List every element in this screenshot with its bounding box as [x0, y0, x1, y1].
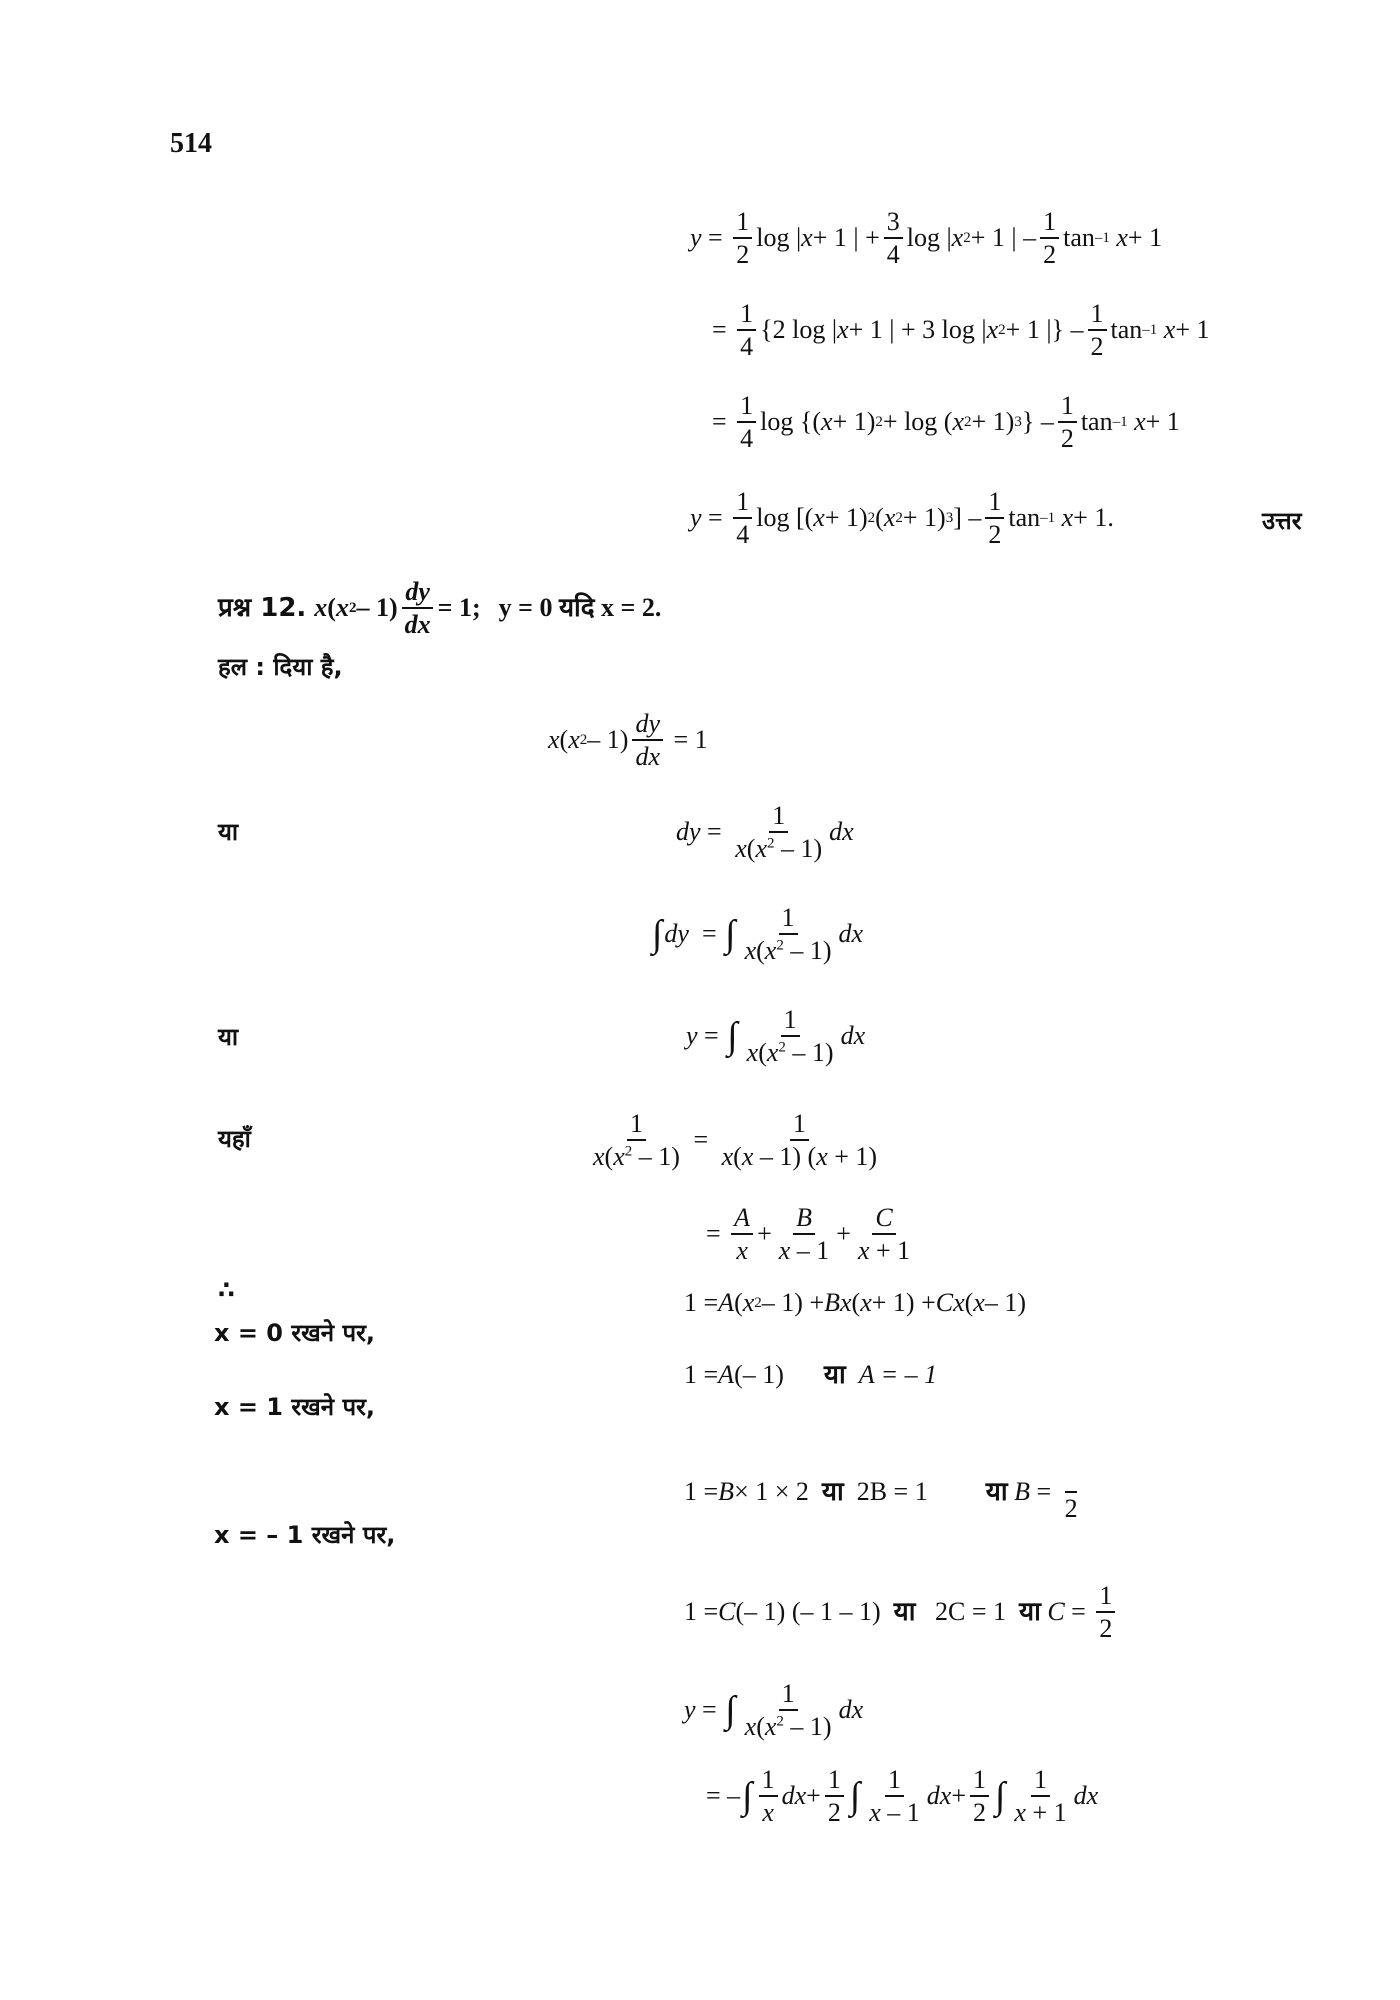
label-ya-1: या	[218, 818, 239, 846]
C-mid: 2C = 1	[934, 1597, 1006, 1627]
A-result: A = – 1	[858, 1360, 938, 1389]
inline-ya-2: या	[821, 1477, 844, 1508]
B-mid: 2B = 1	[856, 1477, 928, 1507]
equation-line-3: = $\frac{1}{4}$ log {( x + 1) 2 + log ( x 2 + 1) 3 } – $\frac{1}{2}$ tan –1 x + 1	[712, 391, 1180, 454]
question-condition: y = 0 यदि x = 2.	[498, 593, 662, 623]
label-ya-2: या	[218, 1023, 239, 1051]
dy-equation: dy = $\frac{1}{x(x^2 - 1)}$ dx	[676, 801, 854, 864]
y-integral-restated: y = ∫ $\frac{1}{x(x^2 - 1)}$ dx	[684, 1679, 864, 1742]
y-integral-equation: y = ∫ $\frac{1}{x(x^2 - 1)}$ dx	[686, 1005, 866, 1068]
question-12: प्रश्न 12. x ( x 2 – 1) $\frac{dy}{dx}$ = 1; y = 0 यदि x = 2.	[218, 577, 662, 640]
label-put-x1: x = 1 रखने पर,	[214, 1393, 376, 1421]
solve-C-equation: 1 = C (– 1) (– 1 – 1) या 2C = 1 या C = $\frac{1}{2}$	[684, 1582, 1119, 1643]
answer-label: उत्तर	[1262, 507, 1302, 535]
integral-dy-equation: ∫ dy = ∫ $\frac{1}{x(x^2 - 1)}$ dx	[652, 903, 864, 966]
label-put-xm1: x = – 1 रखने पर,	[214, 1521, 396, 1549]
therefore-symbol: ∴	[218, 1276, 235, 1304]
label-put-x0: x = 0 रखने पर,	[214, 1319, 376, 1347]
solve-A-equation: 1 = A (– 1) या A = – 1	[684, 1360, 938, 1390]
page-number: 514	[170, 128, 212, 159]
inline-ya-1: या	[823, 1360, 846, 1390]
solution-label: हल : दिया है,	[218, 653, 343, 681]
question-label: प्रश्न 12.	[218, 593, 307, 624]
given-equation: x ( x 2 – 1) $\frac{dy}{dx}$ = 1	[548, 709, 708, 772]
solve-B-equation: 1 = B × 1 × 2 या 2B = 1 या B = 2	[684, 1462, 1085, 1523]
label-yahan: यहाँ	[218, 1125, 251, 1153]
partial-fraction-equation: $\frac{1}{x(x^2 - 1)}$ = $\frac{1}{x(x - 1) (x + 1)}$	[593, 1109, 878, 1172]
y-integral-split: = – ∫ $\frac{1}{x}$ dx + $\frac{1}{2}$ ∫ $\frac{1}{x - 1}$ dx + $\frac{1}{2}$ ∫ $\frac{1}{x + 1}$ dx	[706, 1765, 1099, 1828]
equation-line-4: y = $\frac{1}{4}$ log [( x + 1) 2 ( x 2 + 1) 3 ] – $\frac{1}{2}$ tan –1 x + 1.	[690, 487, 1114, 550]
equation-line-2: = $\frac{1}{4}$ {2 log | x + 1 | + 3 log | x 2 + 1 |} – $\frac{1}{2}$ tan –1 x + 1	[712, 299, 1210, 362]
equation-line-1: y = $\frac{1}{2}$ log | x + 1 | + $\frac{3}{4}$ log | x 2 + 1 | – $\frac{1}{2}$ tan –1 x + 1	[690, 207, 1163, 270]
inline-ya-4: या	[893, 1597, 916, 1628]
identity-equation: 1 = A ( x 2 – 1) + Bx ( x + 1) + Cx ( x – 1)	[684, 1288, 1027, 1317]
inline-ya-5: या	[1019, 1597, 1041, 1628]
inline-ya-3: या	[985, 1477, 1008, 1508]
partial-fraction-decomposition: = $\frac{A}{x}$ + $\frac{B}{x - 1}$ + $\frac{C}{x + 1}$	[706, 1203, 911, 1266]
